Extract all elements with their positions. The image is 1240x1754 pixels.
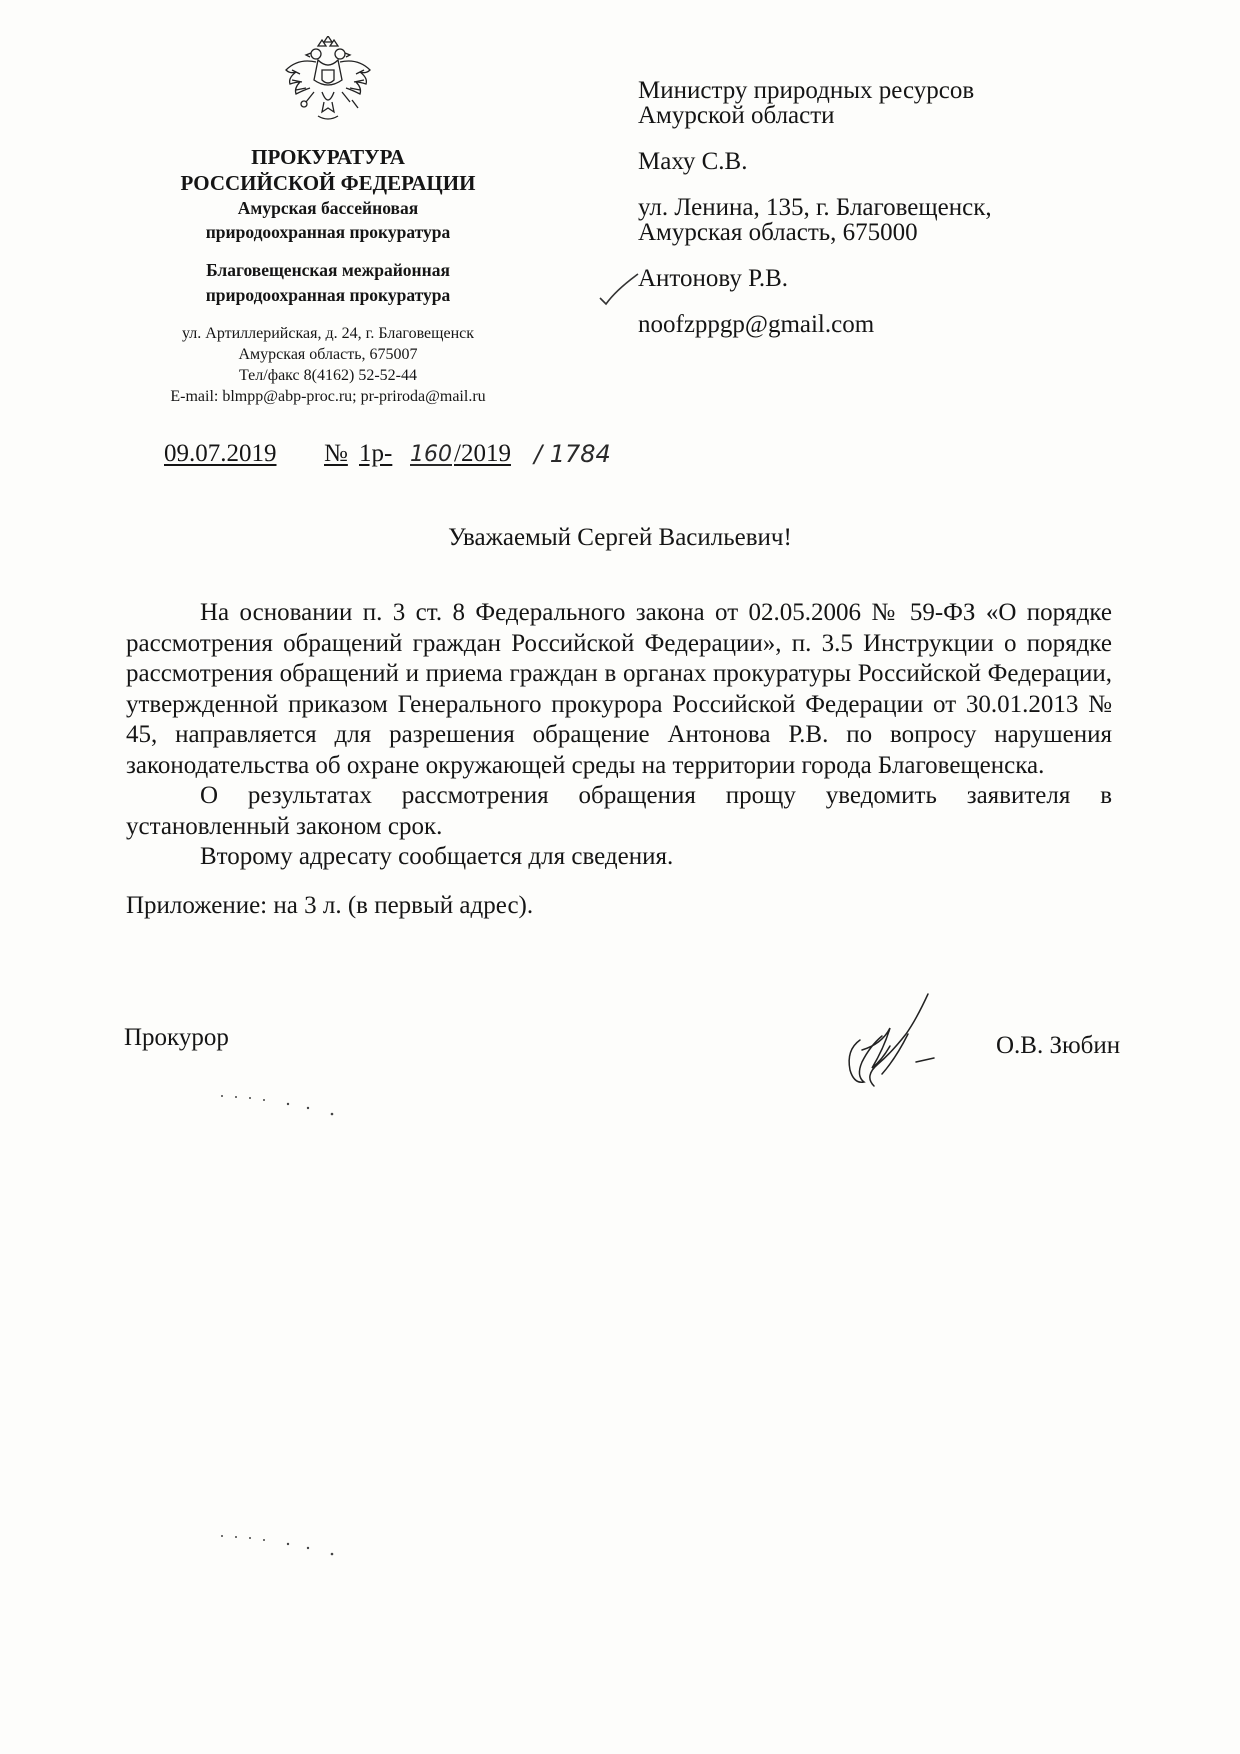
org-name-line3: Амурская бассейновая [237,198,419,218]
scan-specks-icon [220,1530,380,1570]
sender-email: E-mail: blmpp@abp-proc.ru; pr-priroda@mail.ru [170,388,486,405]
reference-line [164,440,624,480]
handwritten-signature-icon [838,990,976,1094]
reference-number-handwritten: 160 [410,442,452,467]
sender-address-line2: Амурская область, 675007 [238,346,418,363]
recipient-name-2: Антонову Р.В. [638,265,789,292]
reference-number-label: № [324,440,348,467]
sender-address-line1: ул. Артиллерийская, д. 24, г. Благовещенск [181,325,474,342]
sender-phone: Тел/факс 8(4162) 52-52-44 [239,367,417,384]
letterhead [128,36,528,407]
sender-address [128,323,528,407]
recipient-address-line2: Амурская область, 675000 [638,219,918,246]
body-paragraph-2: О результатах рассмотрения обращения прощу уведомить заявителя в установленный законом срок. [126,782,1112,840]
attachment-line: Приложение: на 3 л. (в первый адрес). [126,891,534,919]
salutation: Уважаемый Сергей Васильевич! [448,524,792,551]
org-name-line4: природоохранная прокуратура [205,222,451,242]
recipient-name-1: Маху С.В. [638,148,748,175]
reference-date: 09.07.2019 [164,440,277,467]
recipient-title-line1: Министру природных ресурсов [638,77,975,104]
recipient-title-line2: Амурской области [638,102,835,129]
reference-handwritten-extra: / 1784 [534,440,611,468]
scan-specks-icon [220,1090,380,1130]
body-paragraph-3: Второму адресату сообщается для сведения. [200,843,674,870]
signer-title: Прокурор [124,1024,229,1051]
org-name-line1: ПРОКУРАТУРА [251,145,405,169]
recipient-email: noofzppgp@gmail.com [638,311,875,338]
reference-number-suffix: /2019 [454,440,511,467]
recipient-address-line1: ул. Ленина, 135, г. Благовещенск, [638,194,992,221]
recipient-block [638,78,1108,358]
reference-number-prefix: 1р- [359,440,393,467]
russian-double-headed-eagle-emblem-icon [278,36,378,132]
recipient-title [638,78,1108,128]
checkmark-icon [596,272,640,306]
org-name-line2: РОССИЙСКОЙ ФЕДЕРАЦИИ [180,171,476,195]
signer-name: О.В. Зюбин [996,1032,1121,1059]
recipient-address [638,195,1108,245]
letter-body [126,598,1112,921]
body-paragraph-1: На основании п. 3 ст. 8 Федерального закона от 02.05.2006 № 59-ФЗ «О порядке рассмотрения обращений граждан Российской Федерации», п. 3.5 Инструкции о порядке рассмотрения обращений и приема граждан в органах прокуратуры Российской Федерации, утвержденной приказом Генерального прокурора Российской Федерации от 30.01.2013 № 45, направляется для разрешения обращение Антонова Р.В. по вопросу нарушения законодательства об охране окружающей среды на территории города Благовещенска. [126,599,1112,779]
suborg-name-line2: природоохранная прокуратура [205,285,451,305]
suborg-name-line1: Благовещенская межрайонная [206,260,450,280]
